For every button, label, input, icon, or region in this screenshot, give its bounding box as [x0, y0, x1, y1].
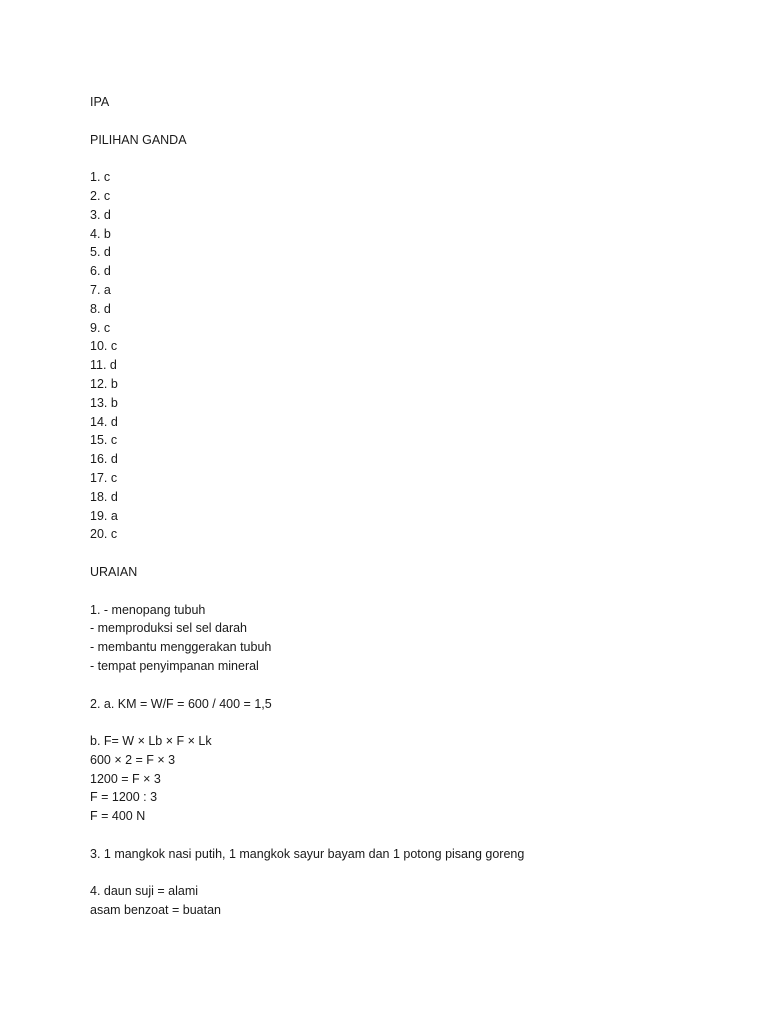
answer-item: 18. d: [90, 489, 118, 504]
document-page: [90, 93, 730, 920]
uraian-answer-2a: 2. a. KM = W/F = 600 / 400 = 1,5: [90, 696, 272, 711]
answer-item: 13. b: [90, 395, 118, 410]
answer-line: - tempat penyimpanan mineral: [90, 658, 259, 673]
answer-item: 3. d: [90, 207, 111, 222]
section-heading-pilihan-ganda: PILIHAN GANDA: [90, 132, 187, 147]
spacer: [90, 112, 730, 131]
answer-item: 6. d: [90, 264, 111, 279]
spacer: [90, 826, 730, 845]
answer-line: 4. daun suji = alami: [90, 884, 199, 899]
uraian-answer-2b: [90, 732, 730, 826]
answer-item: 15. c: [90, 433, 118, 448]
spacer: [90, 713, 730, 732]
answer-list: [90, 168, 730, 544]
answer-line: F = 1200 : 3: [90, 790, 158, 805]
answer-item: 7. a: [90, 282, 111, 297]
answer-item: 11. d: [90, 358, 117, 373]
answer-line: - memproduksi sel sel darah: [90, 621, 248, 636]
answer-item: 16. d: [90, 452, 118, 467]
answer-item: 17. c: [90, 470, 118, 485]
answer-line: 1. - menopang tubuh: [90, 602, 206, 617]
uraian-answer-1: [90, 601, 730, 676]
document-title: IPA: [90, 95, 110, 109]
answer-line: F = 400 N: [90, 809, 146, 824]
answer-line: asam benzoat = buatan: [90, 903, 221, 918]
answer-item: 12. b: [90, 376, 118, 391]
uraian-answer-4: [90, 882, 730, 920]
spacer: [90, 676, 730, 695]
spacer: [90, 149, 730, 168]
answer-item: 19. a: [90, 508, 118, 523]
section-heading-uraian: URAIAN: [90, 564, 138, 579]
answer-line: 1200 = F × 3: [90, 771, 161, 786]
answer-item: 4. b: [90, 226, 111, 241]
answer-line: 600 × 2 = F × 3: [90, 752, 176, 767]
answer-item: 2. c: [90, 188, 111, 203]
answer-item: 14. d: [90, 414, 118, 429]
answer-line: b. F= W × Lb × F × Lk: [90, 734, 212, 749]
answer-line: - membantu menggerakan tubuh: [90, 640, 272, 655]
answer-item: 10. c: [90, 339, 118, 354]
answer-item: 1. c: [90, 170, 111, 185]
spacer: [90, 544, 730, 563]
answer-item: 8. d: [90, 301, 111, 316]
answer-item: 9. c: [90, 320, 111, 335]
uraian-answer-3: 3. 1 mangkok nasi putih, 1 mangkok sayur bayam dan 1 potong pisang goreng: [90, 846, 525, 861]
answer-item: 20. c: [90, 527, 118, 542]
answer-item: 5. d: [90, 245, 111, 260]
spacer: [90, 864, 730, 883]
spacer: [90, 582, 730, 601]
